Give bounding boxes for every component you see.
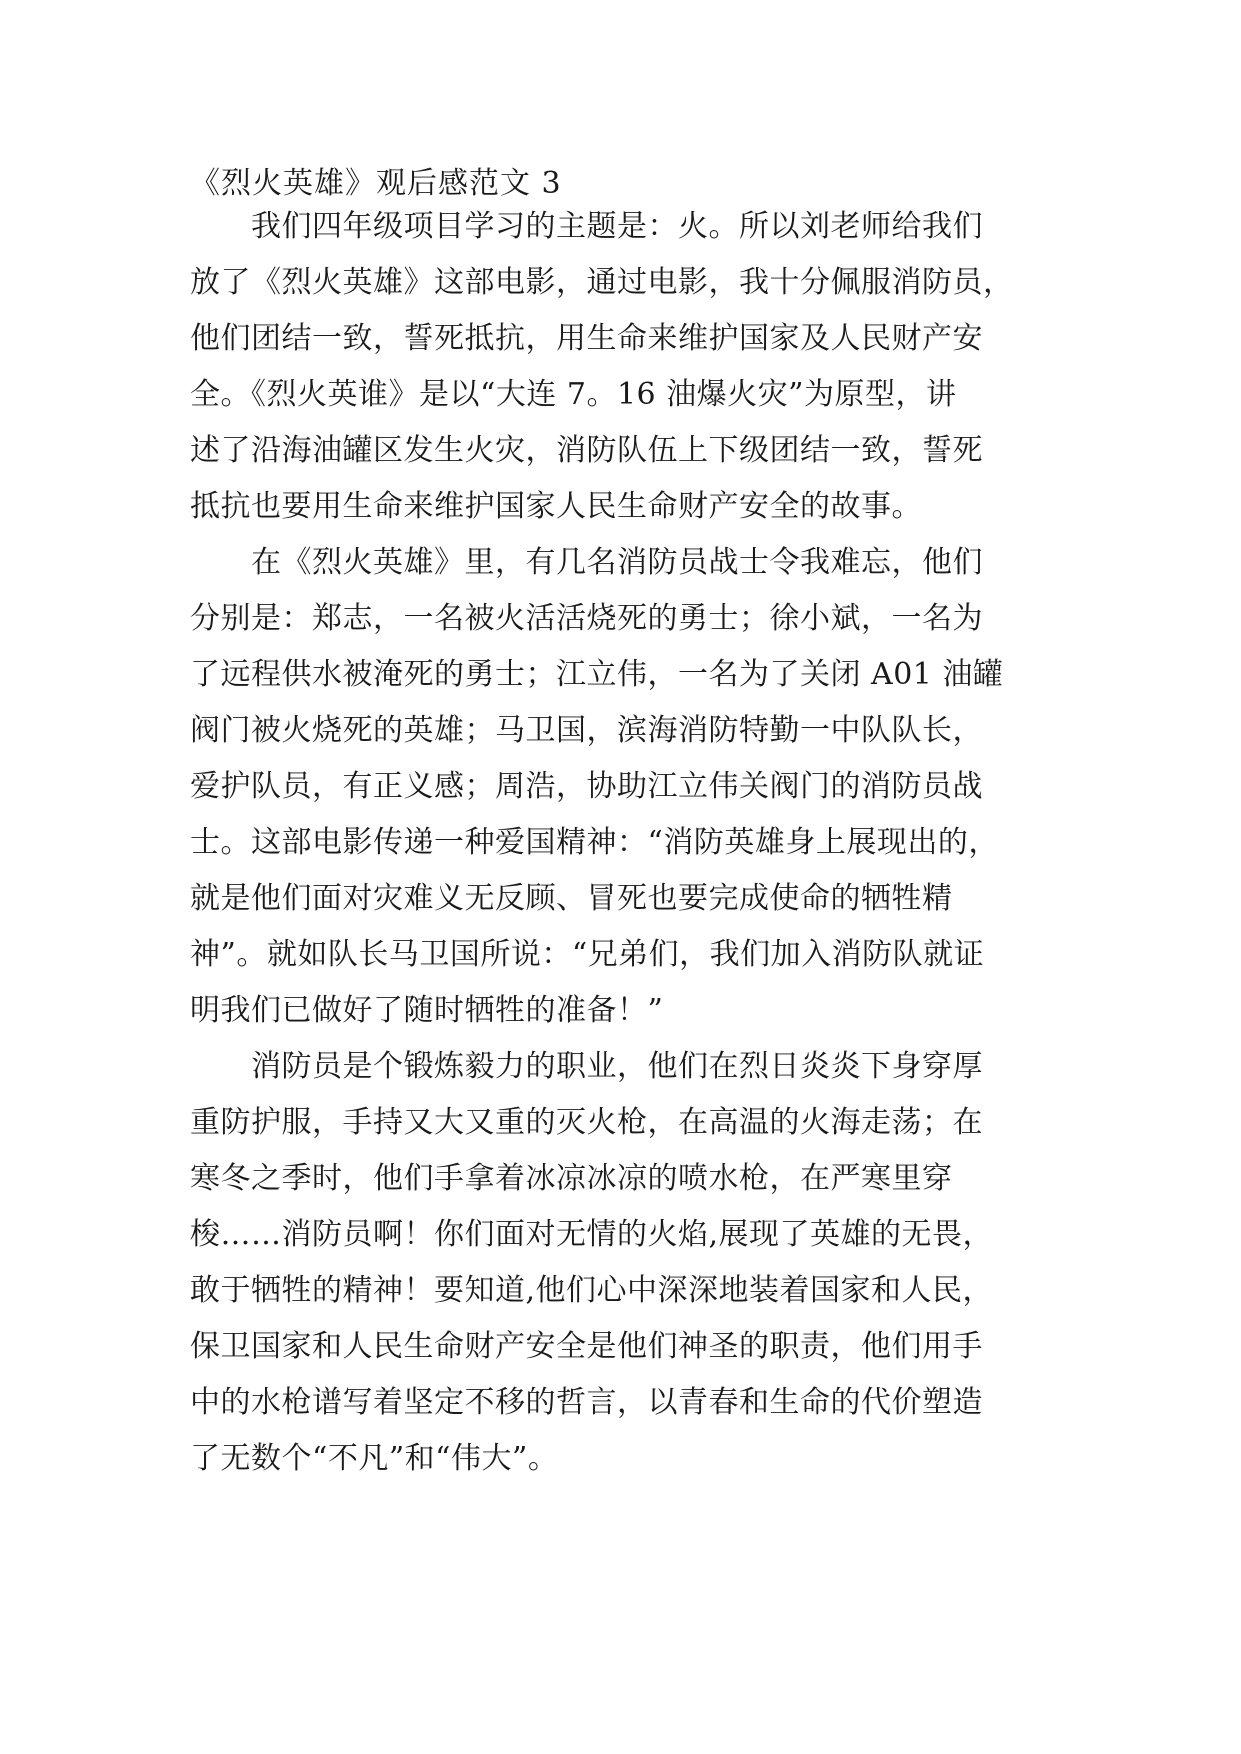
paragraph-2-line-6: 士。这部电影传递一种爱国精神：“消防英雄身上展现出的，: [190, 825, 999, 860]
paragraph-3-line-7: 中的水枪谱写着坚定不移的哲言，以青春和生命的代价塑造: [190, 1385, 983, 1420]
paragraph-3-line-6: 保卫国家和人民生命财产安全是他们神圣的职责，他们用手: [190, 1329, 983, 1364]
paragraph-3-line-2: 重防护服，手持又大又重的灭火枪，在高温的火海走荡；在: [190, 1105, 983, 1140]
paragraph-2-line-9: 明我们已做好了随时牺牲的准备！”: [190, 993, 664, 1028]
paragraph-1-line-6: 抵抗也要用生命来维护国家人民生命财产安全的故事。: [190, 489, 922, 524]
paragraph-1-line-5: 述了沿海油罐区发生火灾，消防队伍上下级团结一致，誓死: [190, 433, 983, 468]
paragraph-2-line-3: 了远程供水被淹死的勇士；江立伟，一名为了关闭 A01 油罐: [190, 657, 1004, 692]
paragraph-2-line-5: 爱护队员，有正义感；周浩，协助江立伟关阀门的消防员战: [190, 769, 983, 804]
paragraph-2-line-8: 神”。就如队长马卫国所说：“兄弟们，我们加入消防队就证: [190, 937, 985, 972]
paragraph-2-line-7: 就是他们面对灾难义无反顾、冒死也要完成使命的牺牲精: [190, 881, 953, 916]
paragraph-2-line-4: 阀门被火烧死的英雄；马卫国，滨海消防特勤一中队队长，: [190, 713, 983, 748]
document-title: 《烈火英雄》观后感范文 3: [190, 166, 562, 201]
paragraph-1-line-4: 全。《烈火英谁》是以“大连 7。16 油爆火灾”为原型，讲: [190, 377, 957, 412]
paragraph-2-line-1: 在《烈火英雄》里，有几名消防员战士令我难忘，他们: [190, 545, 983, 580]
paragraph-3-line-5: 敢于牺牲的精神！要知道,他们心中深深地装着国家和人民，: [190, 1273, 994, 1308]
paragraph-2-line-2: 分别是：郑志，一名被火活活烧死的勇士；徐小斌，一名为: [190, 601, 983, 636]
paragraph-3-line-3: 寒冬之季时，他们手拿着冰凉冰凉的喷水枪，在严寒里穿: [190, 1161, 953, 1196]
paragraph-1-line-3: 他们团结一致，誓死抵抗，用生命来维护国家及人民财产安: [190, 321, 983, 356]
paragraph-1-line-2: 放了《烈火英雄》这部电影，通过电影，我十分佩服消防员，: [190, 265, 1014, 300]
paragraph-3-line-1: 消防员是个锻炼毅力的职业，他们在烈日炎炎下身穿厚: [190, 1049, 983, 1084]
paragraph-3-line-8: 了无数个“不凡”和“伟大”。: [190, 1441, 559, 1476]
paragraph-3-line-4: 梭……消防员啊！你们面对无情的火焰,展现了英雄的无畏，: [190, 1217, 994, 1252]
paragraph-1-line-1: 我们四年级项目学习的主题是：火。所以刘老师给我们: [190, 209, 983, 244]
